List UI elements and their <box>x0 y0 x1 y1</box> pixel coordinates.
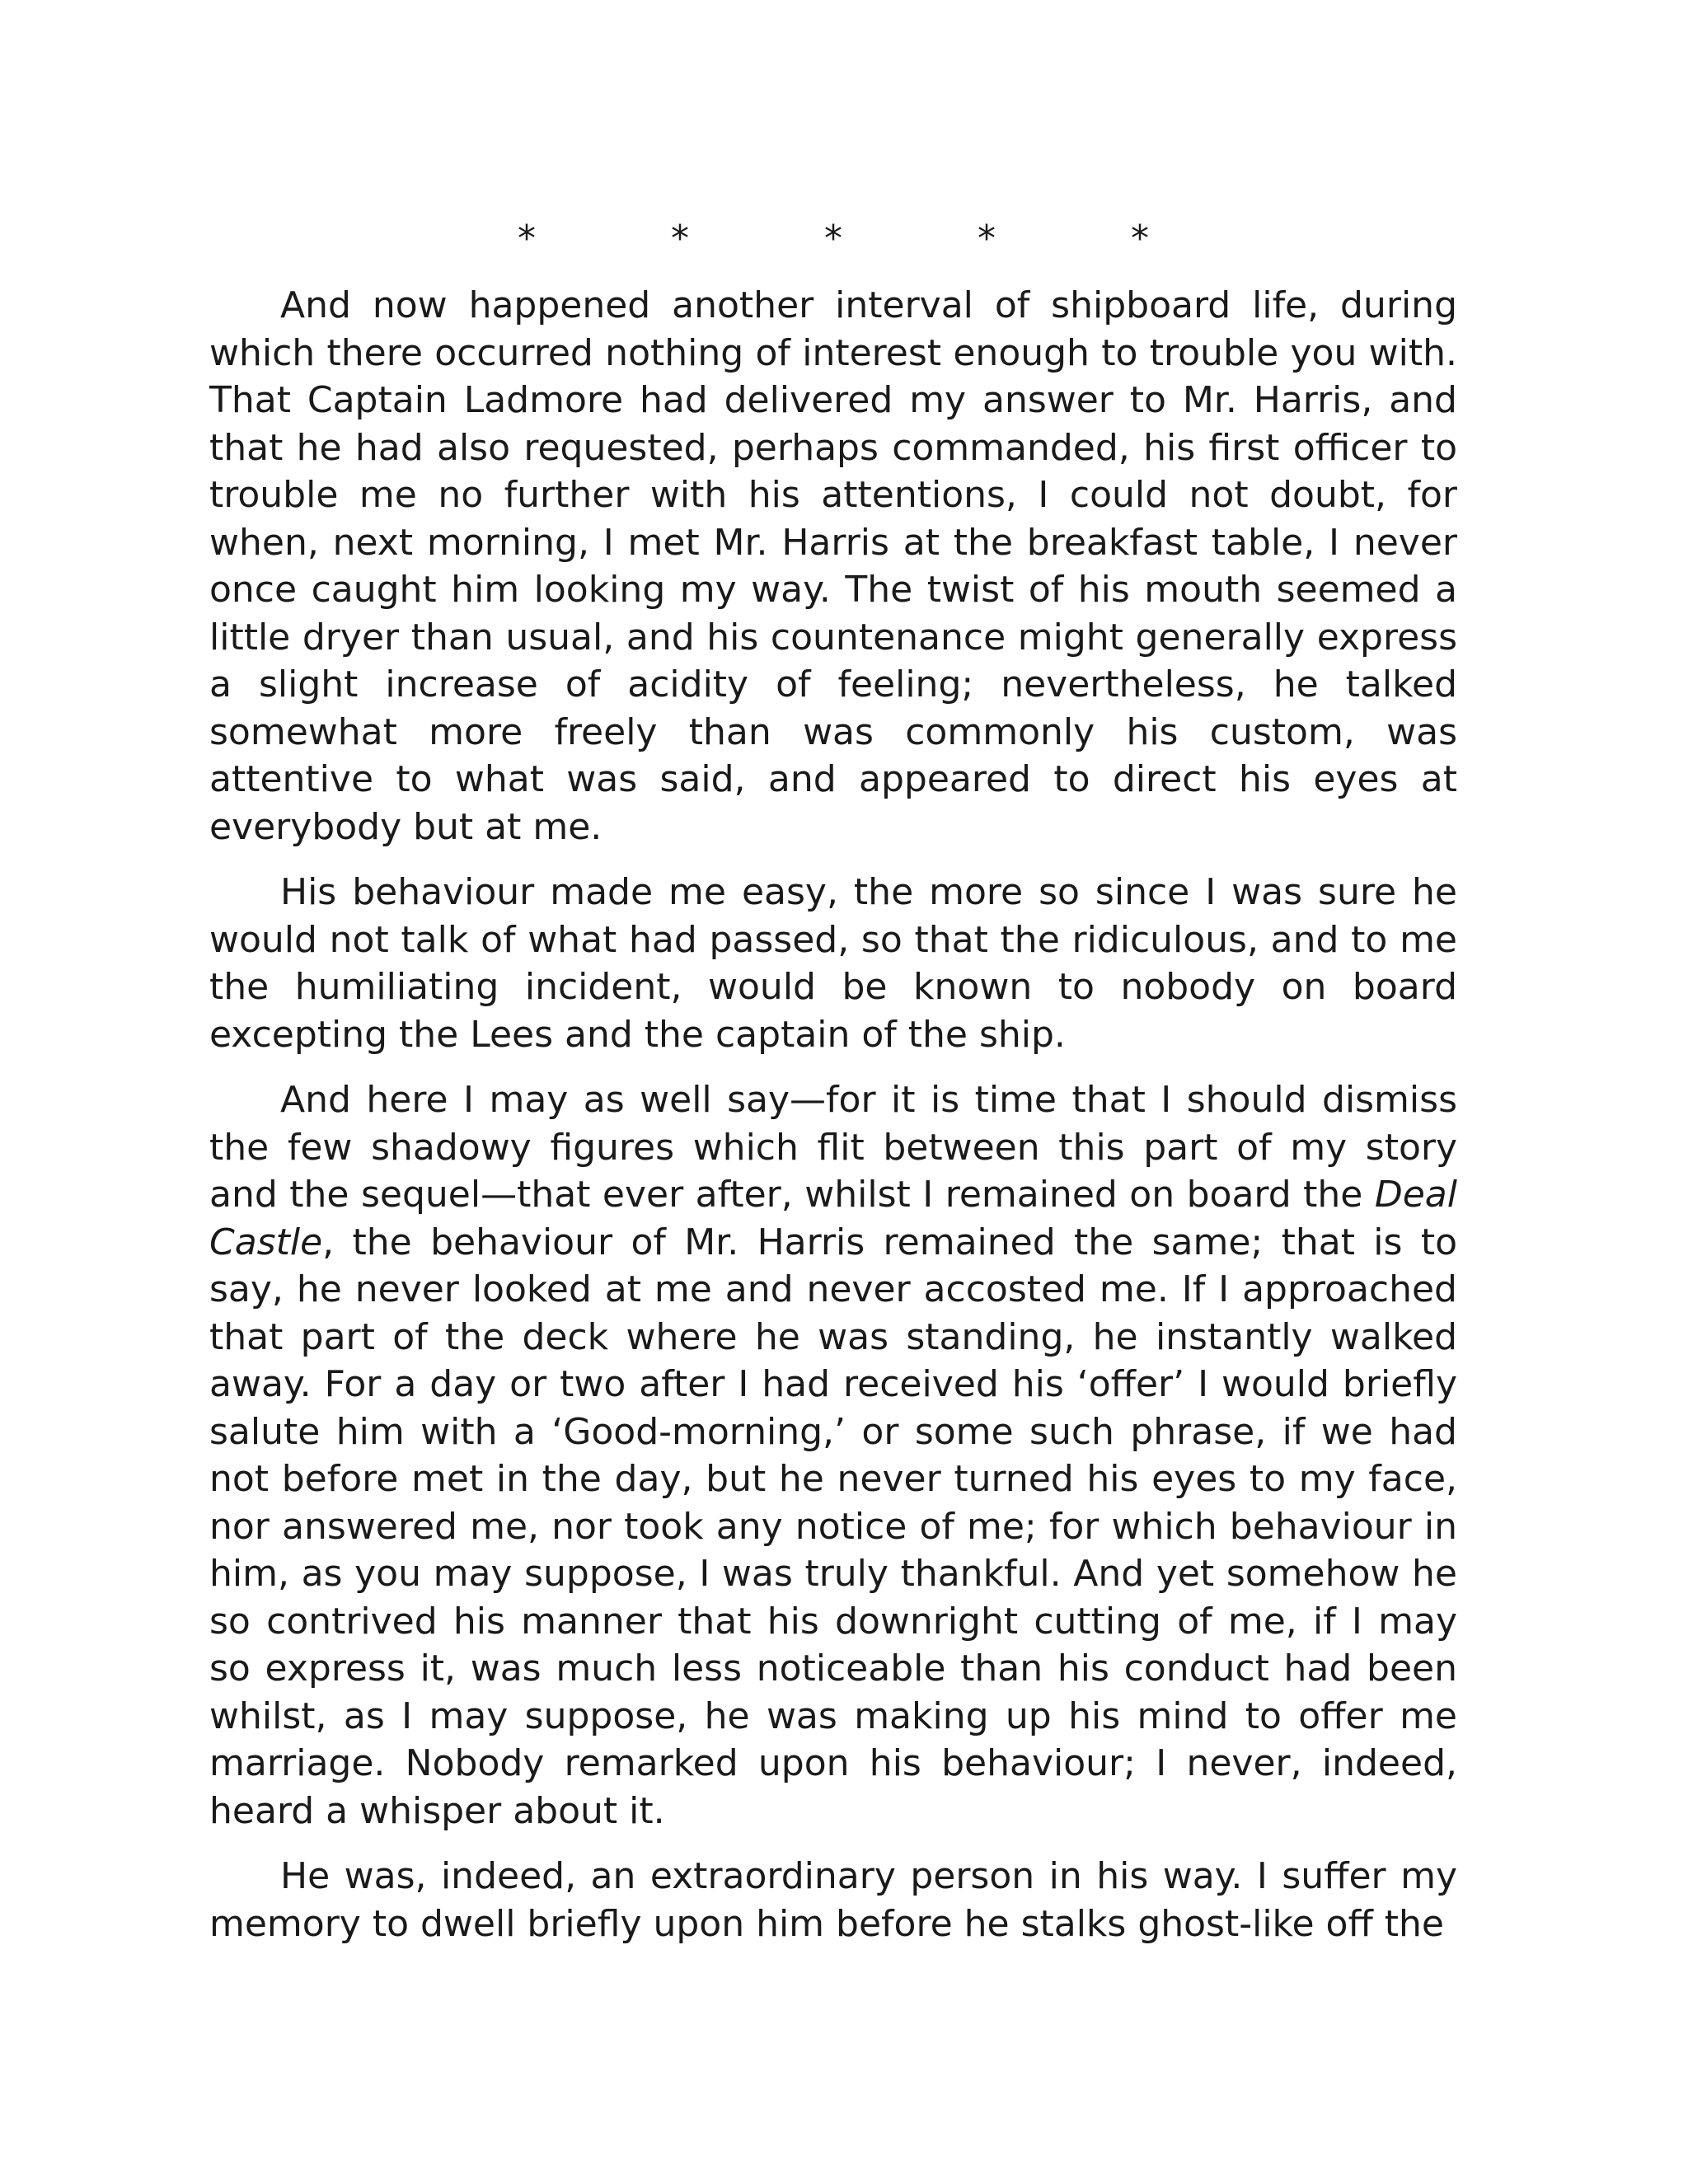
paragraph-3-part-1: And here I may as well say—for it is time that I should dismiss the few shadowy figures which flit between this part of my story and the sequel—that ever after, whilst I remained on board the <box>209 1079 1457 1216</box>
section-separator <box>209 214 1457 264</box>
paragraph-3 <box>209 1076 1457 1835</box>
separator-asterisk: * <box>824 218 842 260</box>
ship-name: Deal Castle <box>209 1174 1457 1263</box>
separator-asterisk: * <box>978 218 996 260</box>
paragraph-4: He was, indeed, an extraordinary person in his way. I suffer my memory to dwell briefly upon him before he stalks ghost-like off the <box>209 1855 1457 1945</box>
paragraph-1: And now happened another interval of shipboard life, during which there occurred nothing of interest enough to trouble you with. That Captain Ladmore had delivered my answer to Mr. Harris, and that he had also requested, perhaps commanded, his first officer to trouble me no further with his attentions, I could not doubt, for when, next morning, I met Mr. Harris at the breakfast table, I never once caught him looking my way. The twist of his mouth seemed a little dryer than usual, and his countenance might generally express a slight increase of acidity of feeling; nevertheless, he talked somewhat more freely than was commonly his custom, was attentive to what was said, and appeared to direct his eyes at everybody but at me. <box>209 284 1457 848</box>
separator-asterisk: * <box>671 218 689 260</box>
paragraph-2: His behaviour made me easy, the more so since I was sure he would not talk of what had passed, so that the ridiculous, and to me the humiliating incident, would be known to nobody on board excepting the Lees and the captain of the ship. <box>209 871 1457 1056</box>
paragraph-3-part-2: , the behaviour of Mr. Harris remained the same; that is to say, he never looked at me and never accosted me. If I approached that part of the deck where he was standing, he instantly walked away. For a day or two after I had received his ‘offer’ I would briefly salute him with a ‘Good-morning,’ or some such phrase, if we had not before met in the day, but he never turned his eyes to my face, nor answered me, nor took any notice of me; for which behaviour in him, as you may suppose, I was truly thankful. And yet somehow he so contrived his manner that his downright cutting of me, if I may so express it, was much less noticeable than his conduct had been whilst, as I may suppose, he was making up his mind to offer me marriage. Nobody remarked upon his behaviour; I never, indeed, heard a whisper about it. <box>209 1221 1457 1832</box>
book-page <box>209 214 1457 1966</box>
separator-asterisk: * <box>518 218 536 260</box>
separator-asterisk: * <box>1131 218 1149 260</box>
